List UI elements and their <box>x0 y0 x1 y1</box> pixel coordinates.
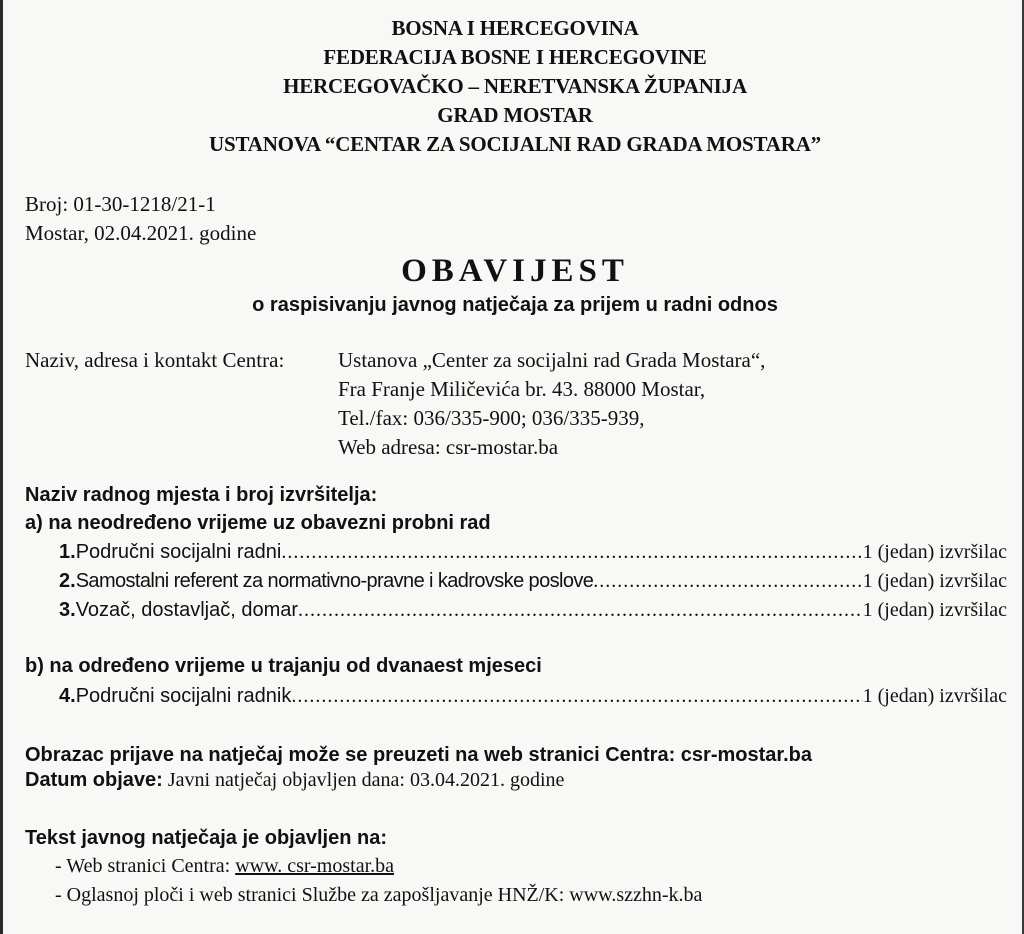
notice-title: OBAVIJEST <box>401 253 629 289</box>
publish-date-line <box>25 766 564 794</box>
notice-subtitle: o raspisivanju javnog natječaja za prijem u radni odnos <box>252 294 778 316</box>
website-link[interactable]: www. csr-mostar.ba <box>235 855 395 877</box>
position-count: 1 (jedan) izvršilac <box>862 685 1007 707</box>
group-a-label: a) na neodređeno vrijeme uz obavezni probni rad <box>25 512 491 534</box>
position-name: Područni socijalni radni <box>75 541 282 563</box>
group-b-label: b) na određeno vrijeme u trajanju od dvanaest mjeseci <box>25 655 542 677</box>
publish-date-text: Javni natječaj objavljen dana: 03.04.2021. godine <box>167 769 565 791</box>
position-number: 1. <box>59 541 76 563</box>
document-date: Mostar, 02.04.2021. godine <box>25 221 257 245</box>
contact-address: Fra Franje Miličevića br. 43. 88000 Mostar, <box>338 377 706 401</box>
positions-heading: Naziv radnog mjesta i broj izvršitelja: <box>25 484 378 506</box>
reference-number: Broj: 01-30-1218/21-1 <box>25 192 216 216</box>
position-row <box>59 596 1007 624</box>
position-number: 4. <box>59 685 76 707</box>
document-meta <box>25 190 256 248</box>
contact-web: Web adresa: csr-mostar.ba <box>338 435 559 459</box>
header-line-city: GRAD MOSTAR <box>437 103 593 127</box>
published-on-item: - Oglasnoj ploči i web stranici Službe za zapošljavanje HNŽ/K: www.szzhn-k.ba <box>55 884 703 906</box>
contact-phone: Tel./fax: 036/335-900; 036/335-939, <box>338 406 645 430</box>
published-on-heading: Tekst javnog natječaja je objavljen na: <box>25 827 387 849</box>
dot-leader <box>298 596 863 624</box>
header-line-institution: USTANOVA “CENTAR ZA SOCIJALNI RAD GRADA MOSTARA” <box>209 132 821 156</box>
position-name: Samostalni referent za normativno-pravne i kadrovske poslove <box>75 570 594 592</box>
dot-leader <box>291 682 862 710</box>
form-note: Obrazac prijave na natječaj može se preuzeti na web stranici Centra: csr-mostar.ba <box>25 744 812 766</box>
position-row <box>59 682 1007 710</box>
published-on-item-prefix: - Web stranici Centra: <box>55 855 231 877</box>
position-count: 1 (jedan) izvršilac <box>862 570 1007 592</box>
header-line-federation: FEDERACIJA BOSNE I HERCEGOVINE <box>323 45 707 69</box>
position-number: 3. <box>59 599 76 621</box>
position-count: 1 (jedan) izvršilac <box>862 541 1007 563</box>
position-name: Područni socijalni radnik <box>75 685 292 707</box>
position-name: Vozač, dostavljač, domar <box>75 599 299 621</box>
position-row <box>59 567 1007 595</box>
publish-date-label: Datum objave: <box>25 769 163 791</box>
header-line-country: BOSNA I HERCEGOVINA <box>391 16 639 40</box>
contact-name: Ustanova „Center za socijalni rad Grada Mostara“, <box>338 348 766 372</box>
position-row <box>59 538 1007 566</box>
position-count: 1 (jedan) izvršilac <box>862 599 1007 621</box>
dot-leader <box>281 538 862 566</box>
header-line-canton: HERCEGOVAČKO – NERETVANSKA ŽUPANIJA <box>283 74 747 98</box>
document-header <box>3 14 1024 159</box>
position-number: 2. <box>59 570 76 592</box>
dot-leader <box>593 567 862 595</box>
contact-label: Naziv, adresa i kontakt Centra: <box>25 348 285 372</box>
contact-details <box>338 346 765 462</box>
published-on-item <box>55 852 394 880</box>
